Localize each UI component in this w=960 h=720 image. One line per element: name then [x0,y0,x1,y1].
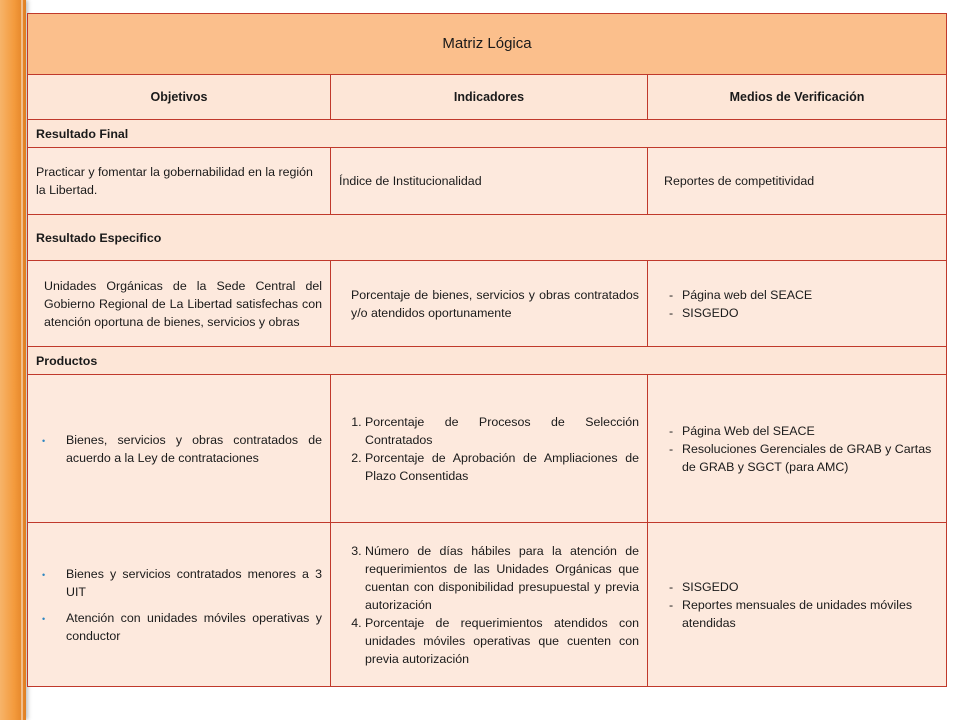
bullet-icon: • [42,569,46,580]
list-item: - Página Web del SEACE [682,422,938,440]
producto-2-indicadores [331,523,648,687]
list-item: - SISGEDO [682,578,938,596]
logical-matrix-table [27,13,947,687]
producto-1-objetivos [28,375,331,523]
producto-2-objetivos [28,523,331,687]
list-item: • Bienes y servicios contratados menores a 3 UIT [42,566,322,599]
final-objetivo: Practicar y fomentar la gobernabilidad en la región la Libertad. [28,148,331,215]
table-title: Matriz Lógica [28,14,947,75]
header-indicadores: Indicadores [331,75,648,120]
list-item: 2. Porcentaje de Aprobación de Ampliaciones de Plazo Consentidas [365,449,639,485]
list-item: - Página web del SEACE [682,286,938,304]
list-item: - SISGEDO [682,304,938,322]
list-item: • Atención con unidades móviles operativas y conductor [42,610,322,643]
producto-2-medios [648,523,947,687]
especifico-objetivo: Unidades Orgánicas de la Sede Central del Gobierno Regional de La Libertad satisfechas con atención oportuna de bienes, servicios y obras [28,261,331,347]
final-indicador: Índice de Institucionalidad [331,148,648,215]
list-item: • Bienes, servicios y obras contratados de acuerdo a la Ley de contrataciones [42,432,322,465]
bullet-icon: • [42,435,46,446]
list-item: 1. Porcentaje de Procesos de Selección Contratados [365,413,639,449]
section-resultado-final: Resultado Final [28,120,947,148]
header-medios: Medios de Verificación [648,75,947,120]
list-item: 4. Porcentaje de requerimientos atendidos con unidades móviles operativas que cuenten con previa autorización [365,614,639,668]
decorative-side-bar [0,0,26,720]
list-item: - Reportes mensuales de unidades móviles atendidas [682,596,938,632]
header-objetivos: Objetivos [28,75,331,120]
list-item: 3. Número de días hábiles para la atención de requerimientos de las Unidades Orgánicas que cuentan con disponibilidad presupuestal y previa autorización [365,542,639,614]
producto-1-medios [648,375,947,523]
final-medio: Reportes de competitividad [648,148,947,215]
section-resultado-especifico: Resultado Especifico [28,215,947,261]
bullet-icon: • [42,613,46,624]
especifico-medios [648,261,947,347]
especifico-indicador: Porcentaje de bienes, servicios y obras contratados y/o atendidos oportunamente [331,261,648,347]
producto-1-indicadores [331,375,648,523]
section-productos: Productos [28,347,947,375]
list-item: - Resoluciones Gerenciales de GRAB y Cartas de GRAB y SGCT (para AMC) [682,440,938,476]
